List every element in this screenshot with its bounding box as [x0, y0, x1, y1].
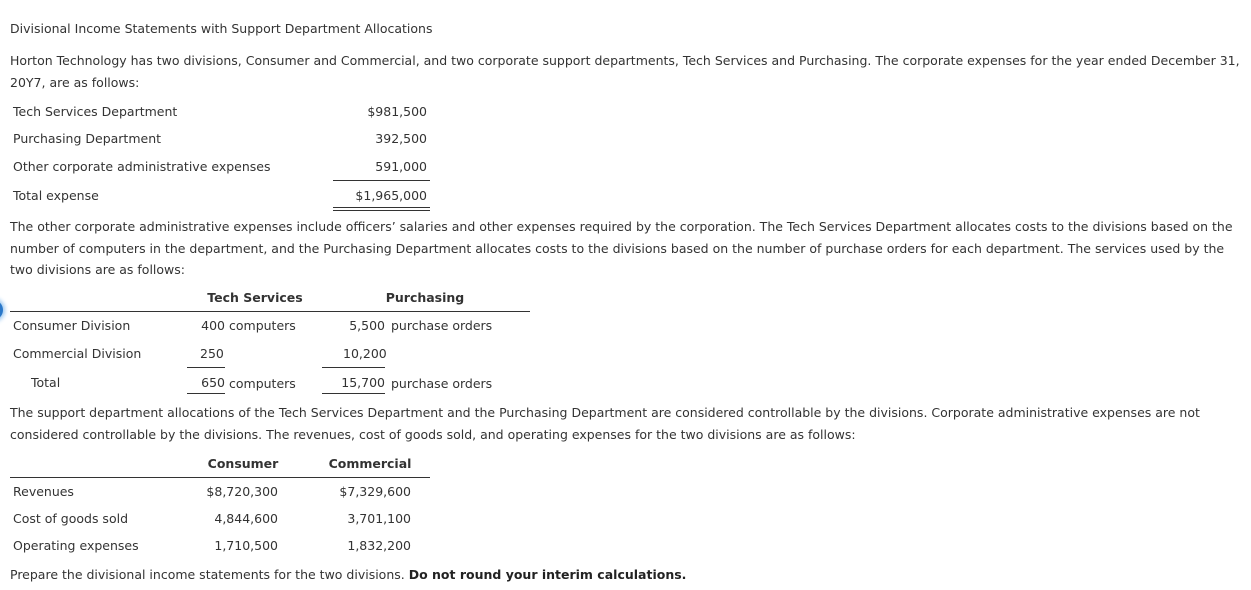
expense-label: Other corporate administrative expenses [13, 159, 271, 174]
commercial-value: $7,329,600 [339, 484, 411, 499]
expense-label: Purchasing Department [13, 131, 162, 146]
purchasing-sum-rule [322, 367, 385, 368]
expense-amount: 591,000 [375, 159, 427, 174]
tech-value: 250 [200, 346, 224, 361]
row-label-operating-expenses: Operating expenses [13, 538, 139, 553]
tech-sum-rule [187, 367, 225, 368]
consumer-value: 4,844,600 [214, 511, 278, 526]
row-label-revenues: Revenues [13, 484, 74, 499]
commercial-value: 1,832,200 [347, 538, 411, 553]
instruction-text: Prepare the divisional income statements for the two divisions. [10, 567, 405, 582]
column-header-purchasing: Purchasing [385, 290, 465, 305]
expense-label: Tech Services Department [13, 104, 178, 119]
column-header-commercial: Commercial [328, 456, 412, 471]
header-rule [10, 477, 430, 478]
expense-amount: $981,500 [367, 104, 427, 119]
row-label-consumer-division: Consumer Division [13, 318, 131, 333]
purchasing-value: 5,500 [349, 318, 385, 333]
row-label-cost-of-goods-sold: Cost of goods sold [13, 511, 129, 526]
tech-unit: computers [229, 318, 296, 333]
purchasing-value: 10,200 [343, 346, 387, 361]
header-rule [10, 311, 530, 312]
column-header-consumer: Consumer [207, 456, 279, 471]
commercial-value: 3,701,100 [347, 511, 411, 526]
instruction [10, 567, 686, 582]
expense-total-label: Total expense [13, 188, 99, 203]
purchasing-total: 15,700 [341, 375, 385, 390]
instruction-emphasis: Do not round your interim calculations. [408, 567, 687, 582]
intro-paragraph: Horton Technology has two divisions, Consumer and Commercial, and two corporate support departments, Tech Services and Purchasing. The corporate expenses for the year ended December 31, 20Y7, are as follows: [10, 53, 1240, 90]
consumer-value: 1,710,500 [214, 538, 278, 553]
allocation-paragraph: The other corporate administrative expenses include officers’ salaries and other expenses required by the corporation. The Tech Services Department allocates costs to the divisions based on the number of computers in the department, and the Purchasing Department allocates costs to the divisions based on the number of purchase orders for each department. The services used by the two divisions are as follows: [10, 219, 1233, 277]
purchasing-unit: purchase orders [391, 318, 493, 333]
page-title: Divisional Income Statements with Support Department Allocations [10, 21, 433, 36]
controllability-paragraph: The support department allocations of the Tech Services Department and the Purchasing Department are considered controllable by the divisions. Corporate administrative expenses are not considered controllable by the divisions. The revenues, cost of goods sold, and operating expenses for the two divisions are as follows: [10, 405, 1200, 442]
expense-amount: 392,500 [375, 131, 427, 146]
purchasing-total-rule [322, 393, 385, 394]
total-double-rule [333, 207, 430, 211]
column-header-tech-services: Tech Services [207, 290, 303, 305]
tech-value: 400 [201, 318, 225, 333]
row-label-total: Total [31, 375, 61, 390]
row-label-commercial-division: Commercial Division [13, 346, 142, 361]
expense-total-amount: $1,965,000 [355, 188, 427, 203]
tech-unit: computers [229, 376, 296, 391]
consumer-value: $8,720,300 [206, 484, 278, 499]
tech-total-rule [187, 393, 225, 394]
purchasing-unit: purchase orders [391, 376, 493, 391]
subtotal-rule [333, 180, 430, 181]
tech-total: 650 [201, 375, 225, 390]
focus-indicator [0, 300, 3, 320]
